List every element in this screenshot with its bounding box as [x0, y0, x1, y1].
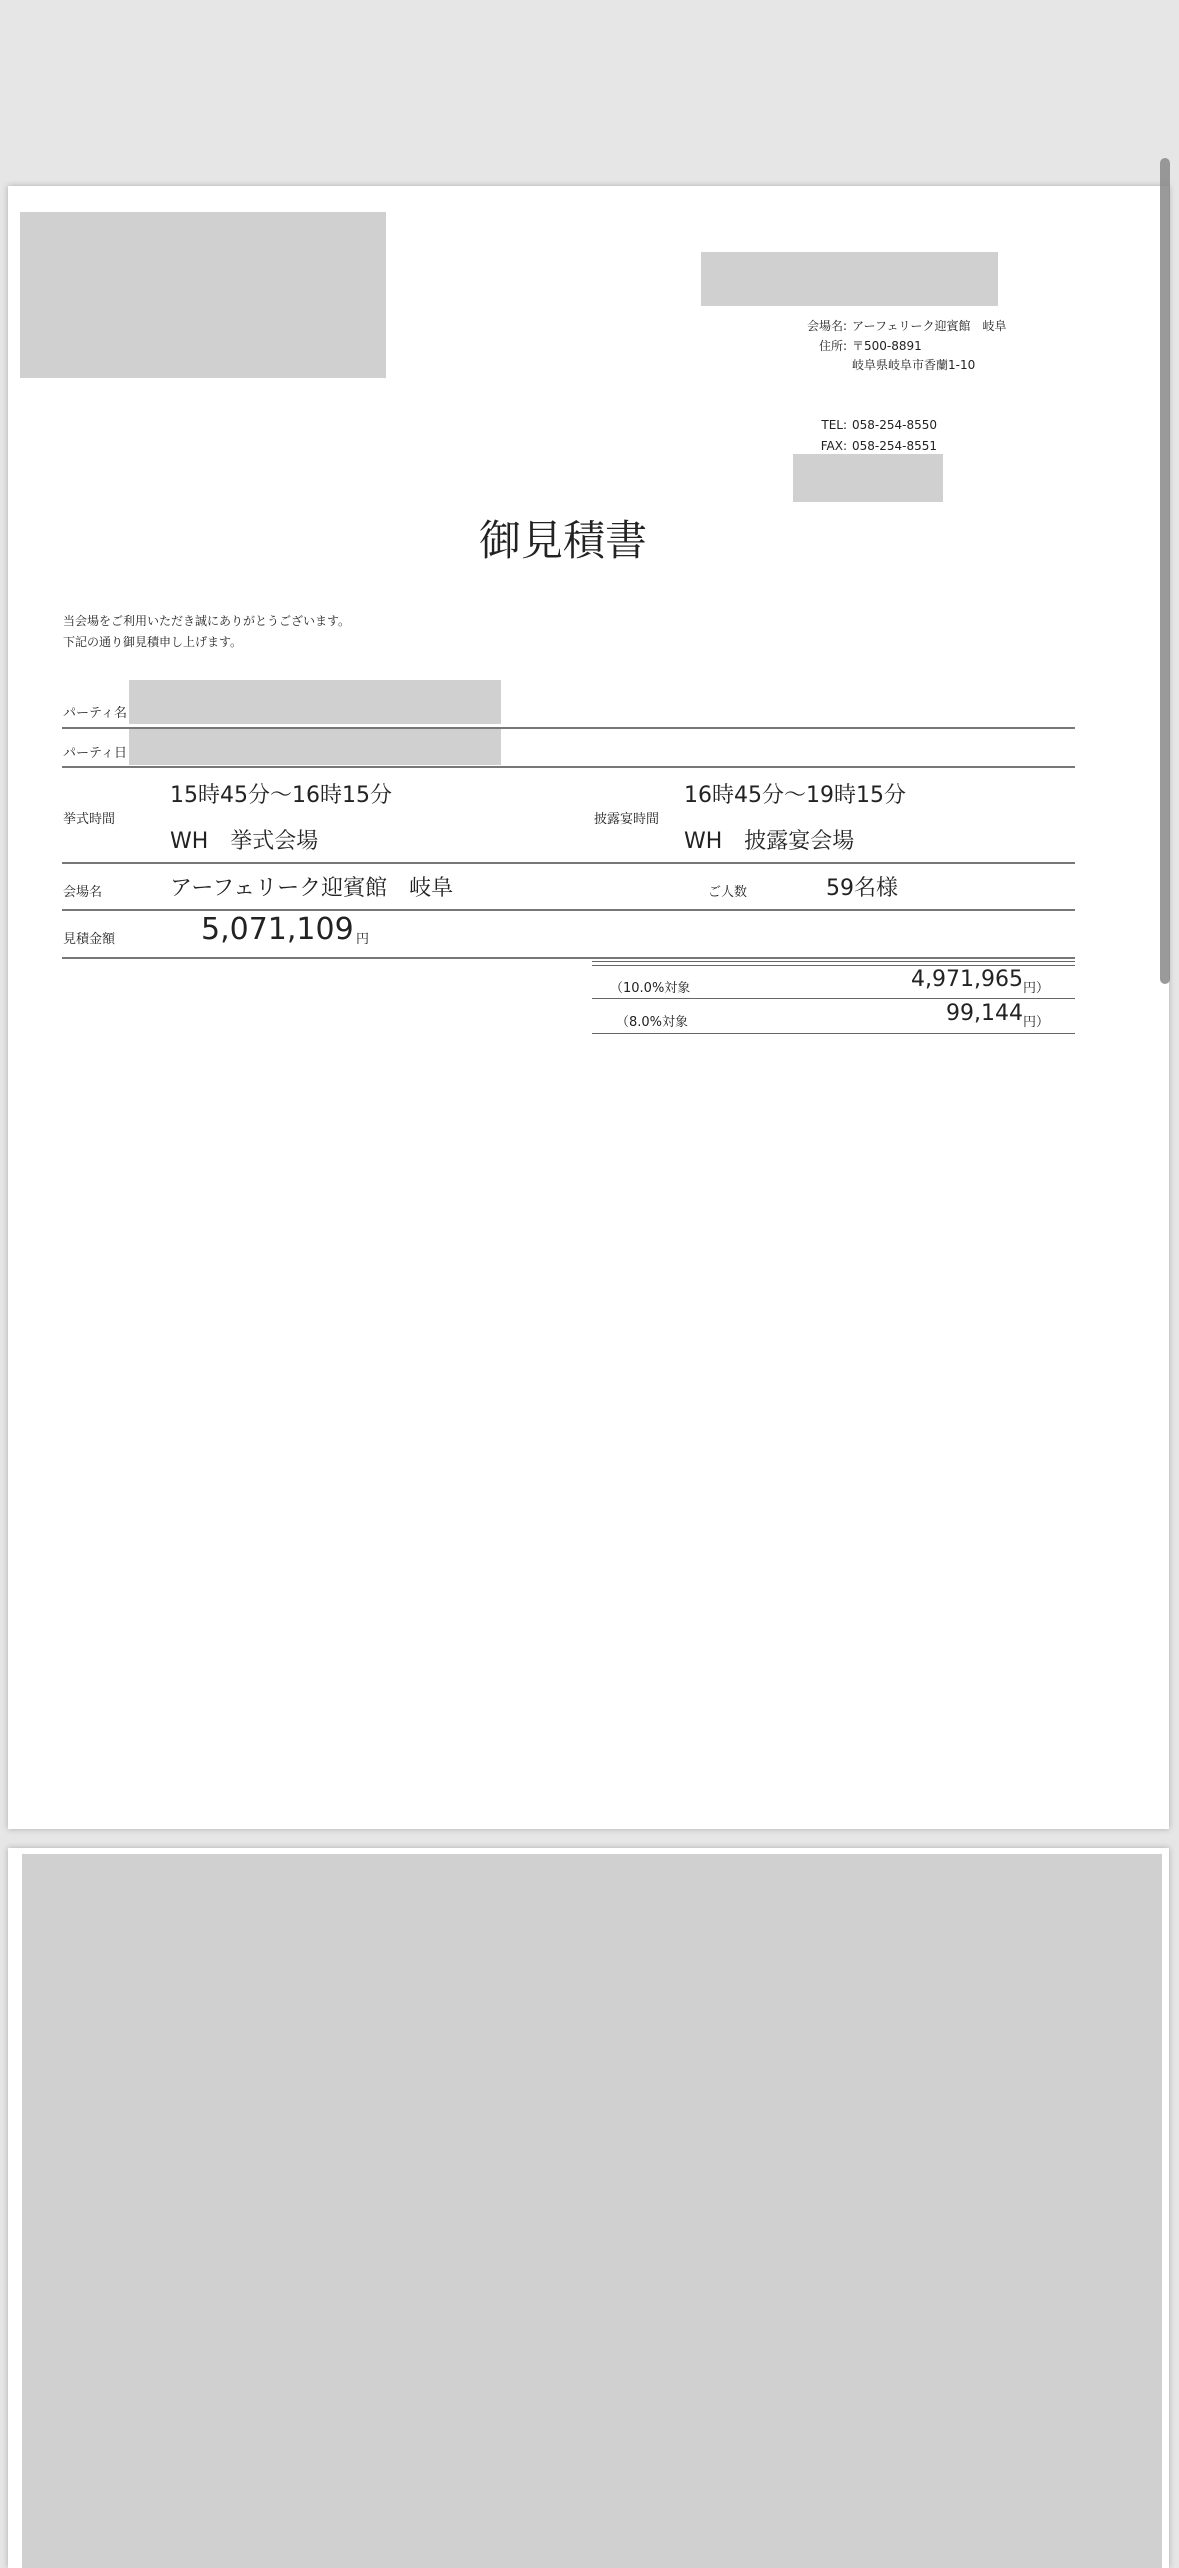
party-name-label: パーティ名	[63, 706, 127, 721]
postal-code: 〒500-8891	[852, 339, 922, 353]
redacted-page-content	[22, 1854, 1162, 2568]
redacted-company-name	[701, 252, 998, 306]
guests-label: ご人数	[708, 885, 748, 900]
greeting-line-2: 下記の通り御見積申し上げます。	[63, 635, 243, 649]
divider	[62, 957, 1075, 959]
reception-place: WH 披露宴会場	[684, 829, 855, 854]
vertical-scrollbar[interactable]	[1160, 158, 1170, 984]
document-title: 御見積書	[478, 516, 647, 565]
venue-row-value: アーフェリーク迎賓館 岐阜	[170, 876, 454, 901]
tax-8-unit: 円）	[1023, 1015, 1050, 1030]
divider	[592, 961, 1075, 962]
fax-label: FAX:	[820, 439, 847, 453]
reception-time-label: 披露宴時間	[594, 812, 660, 827]
venue-row-label: 会場名	[63, 885, 103, 900]
greeting-line-1: 当会場をご利用いただき誠にありがとうございます。	[63, 614, 351, 628]
divider	[592, 998, 1075, 999]
divider	[62, 909, 1075, 911]
divider	[62, 766, 1075, 768]
address-label: 住所:	[818, 339, 847, 353]
redacted-stamp	[793, 454, 943, 502]
tax-8-label: （8.0%対象	[616, 1015, 689, 1030]
tel-label: TEL:	[821, 418, 847, 432]
address-text: 岐阜県岐阜市香蘭1-10	[852, 358, 976, 372]
ceremony-time: 15時45分～16時15分	[170, 783, 392, 808]
estimate-unit: 円	[356, 932, 370, 947]
divider	[62, 862, 1075, 864]
fax-number: 058-254-8551	[852, 439, 938, 453]
tax-10-label: （10.0%対象	[610, 981, 691, 996]
redacted-party-name	[129, 680, 501, 724]
party-date-label: パーティ日	[63, 746, 127, 761]
guests-value: 59名様	[826, 876, 898, 901]
document-page-1	[8, 186, 1169, 1829]
tax-10-unit: 円）	[1023, 981, 1050, 996]
redacted-party-date	[129, 729, 501, 765]
divider	[592, 965, 1075, 966]
tax-8-amount: 99,144	[946, 1001, 1023, 1026]
reception-time: 16時45分～19時15分	[684, 783, 906, 808]
redacted-logo	[20, 212, 386, 378]
document-page-2	[8, 1848, 1169, 2568]
venue-info-value: アーフェリーク迎賓館 岐阜	[852, 319, 1007, 333]
tax-10-amount: 4,971,965	[911, 967, 1023, 992]
venue-info-label: 会場名:	[806, 319, 847, 333]
divider	[592, 1033, 1075, 1034]
tel-number: 058-254-8550	[852, 418, 938, 432]
estimate-label: 見積金額	[63, 932, 116, 947]
ceremony-place: WH 挙式会場	[170, 829, 319, 854]
ceremony-time-label: 挙式時間	[63, 812, 116, 827]
estimate-amount: 5,071,109	[201, 912, 354, 947]
